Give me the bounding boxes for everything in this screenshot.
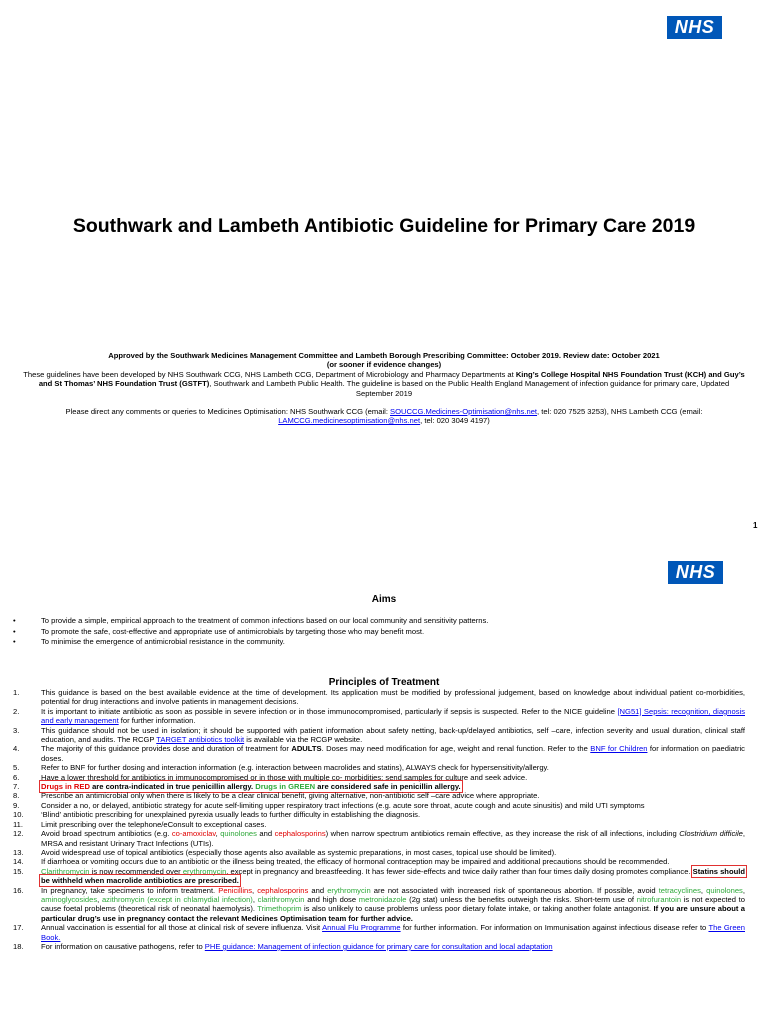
aims-item: • To minimise the emergence of antimicrobial resistance in the community.: [13, 637, 285, 646]
trust-names: King’s College Hospital NHS Foundation Trust (KCH) and Guy’s and St Thomas’ NHS Foundation Trust (GSTFT): [38, 369, 745, 389]
green-drug-key: Drugs in GREEN: [255, 782, 316, 792]
document-title: Southwark and Lambeth Antibiotic Guideline for Primary Care 2019: [72, 215, 696, 237]
allergy-key-highlight: Drugs in RED are contra-indicated in true penicillin allergy. Drugs in GREEN are considered safe in penicillin allergy.: [41, 782, 461, 792]
nhs-logo: NHS: [667, 16, 722, 39]
page-number: 1: [753, 521, 758, 530]
aims-heading: Aims: [371, 594, 397, 605]
contact-statement: Please direct any comments or queries to Medicines Optimisation: NHS Southwark CCG (email: SOUCCG.Medicines-Optimisation@nhs.net, tel: 020 7525 3253), NHS Lambeth CCG (email: LAMCCG.medicinesoptimisation@nhs.net, tel: 020 3049 4197): [65, 407, 703, 426]
target-toolkit-link[interactable]: TARGET antibiotics toolkit: [156, 735, 245, 745]
principle-item: 15. Clarithromycin is now recommended over erythromycin, except in pregnancy and breastfeeding. It has fewer side-effects and twice daily rather than four times daily dosing promotes compliance. Statins should be withheld when macrolide antibiotics are prescribed.: [13, 866, 745, 886]
phe-guidance-link[interactable]: PHE guidance: Management of infection guidance for primary care for consultation and local adaptation: [204, 941, 553, 951]
principle-item: 11. Limit prescribing over the telephone/eConsult to exceptional cases.: [13, 819, 267, 829]
lambeth-email-link[interactable]: LAMCCG.medicinesoptimisation@nhs.net: [278, 416, 421, 426]
principle-item: 5. Refer to BNF for further dosing and interaction information (e.g. interaction between macrolides and statins), ALWAYS check for hypersensitivity/allergy.: [13, 763, 549, 773]
green-book-link[interactable]: The Green Book.: [41, 923, 745, 942]
red-drug-key: Drugs in RED: [41, 782, 90, 792]
flu-programme-link[interactable]: Annual Flu Programme: [322, 923, 401, 933]
approval-line: Approved by the Southwark Medicines Management Committee and Lambeth Borough Prescribing Committee: October 2019. Review date: October 2021: [108, 351, 660, 360]
principle-item: 9. Consider a no, or delayed, antibiotic strategy for acute self-limiting upper respiratory tract infections (e.g. acute sore throat, acute cough and acute sinusitis) and mild UTI symptoms: [13, 800, 645, 810]
principle-item: 7. Drugs in RED are contra-indicated in true penicillin allergy. Drugs in GREEN are considered safe in penicillin allergy.: [13, 782, 461, 792]
aims-list: [13, 616, 753, 648]
principles-list: [13, 688, 745, 951]
bullet-icon: •: [13, 637, 16, 646]
principle-item: 17. Annual vaccination is essential for all those at clinical risk of severe influenza. Visit Annual Flu Programme for further information. For information on Immunisation against infectious disease refer to The Green Book.: [13, 923, 745, 942]
statins-warning: Statins should be withheld when macrolide antibiotics are prescribed.: [41, 866, 745, 886]
principle-item: 1. This guidance is based on the best available evidence at the time of development. Its application must be modified by professional judgement, based on knowledge about individual patient co-morbidities, potential for drug interactions and involve patients in management decisions.: [13, 688, 745, 707]
principle-item: 4. The majority of this guidance provides dose and duration of treatment for ADULTS. Doses may need modification for age, weight and renal function. Refer to the BNF for Children for information on paediatric doses.: [13, 744, 745, 763]
principle-item: 6. Have a lower threshold for antibiotics in immunocompromised or in those with multiple co- morbidities; send samples for culture and seek advice.: [13, 772, 528, 782]
approval-section: [22, 351, 746, 426]
principle-item: 10. ‘Blind’ antibiotic prescribing for unexplained pyrexia usually leads to further difficulty in establishing the diagnosis.: [13, 810, 421, 820]
principles-heading: Principles of Treatment: [328, 677, 440, 688]
principle-item: 16. In pregnancy, take specimens to inform treatment. Penicillins, cephalosporins and erythromycin are not associated with increased risk of spontaneous abortion. If possible, avoid tetracyclines, quinolones, aminoglycosides, azithromycin (except in chlamydial infection), clarithromycin and high dose metronidazole (2g stat) unless the benefits outweigh the risks. Short-term use of nitrofurantoin is not expected to cause foetal problems (theoretical risk of neonatal haemolysis). Trimethoprim is also unlikely to cause problems unless poor dietary folate intake, or taking another folate antagonist. If you are unsure about a particular drug’s use in pregnancy contact the relevant Medicines Optimisation team for further advice.: [13, 885, 746, 923]
principle-item: 2. It is important to initiate antibiotic as soon as possible in severe infection or in those immunocompromised, particularly if sepsis is suspected. Refer to the NICE guideline [NG51] Sepsis: recognition, diagnosis and early management for further information.: [13, 706, 745, 726]
principle-item: 3. This guidance should not be used in isolation; it should be supported with patient information about safety netting, back-up/delayed antibiotics, self –care, infection severity and usual duration, clinical staff education, and audits. The RCGP TARGET antibiotics toolkit is available via the RCGP website.: [13, 725, 745, 745]
principle-item: 8. Prescribe an antimicrobial only when there is likely to be a clear clinical benefit, giving alternative, non-antibiotic self –care advice where appropriate.: [13, 791, 540, 801]
principle-item: 13. Avoid widespread use of topical antibiotics (especially those agents also available as systemic preparations, in most cases, topical use should be limited).: [13, 847, 557, 857]
aims-item: • To provide a simple, empirical approach to the treatment of common infections based on our local community and sensitivity patterns.: [13, 616, 489, 625]
development-statement: These guidelines have been developed by NHS Southwark CCG, NHS Lambeth CCG, Department of Microbiology and Pharmacy Departments at King’s College Hospital NHS Foundation Trust (KCH) and Guy’s and St Thomas’ NHS Foundation Trust (GSTFT), Southwark and Lambeth Public Health. The guideline is based on the Public Health England Management of infection guidance for primary care, Updated September 2019: [23, 369, 745, 398]
southwark-email-link[interactable]: SOUCCG.Medicines-Optimisation@nhs.net: [390, 407, 538, 417]
aims-item: • To promote the safe, cost-effective and appropriate use of antimicrobials by targeting those who may benefit most.: [13, 626, 425, 636]
principle-item: 18. For information on causative pathogens, refer to PHE guidance: Management of infection guidance for primary care for consultation and local adaptation: [13, 941, 553, 951]
review-note: (or sooner if evidence changes): [326, 360, 442, 370]
nice-sepsis-link[interactable]: [NG51] Sepsis: recognition, diagnosis and early management: [41, 706, 745, 726]
bullet-icon: •: [13, 616, 16, 625]
bnf-children-link[interactable]: BNF for Children: [590, 744, 648, 754]
bullet-icon: •: [13, 626, 16, 636]
principle-item: 14. If diarrhoea or vomiting occurs due to an antibiotic or the illness being treated, the efficacy of hormonal contraception may be impaired and additional precautions should be recommended.: [13, 857, 670, 867]
principle-item: 12. Avoid broad spectrum antibiotics (e.g. co-amoxiclav, quinolones and cephalosporins) when narrow spectrum antibiotics remain effective, as they increase the risk of all infections, including Clostridium difficile, MRSA and resistant Urinary Tract Infections (UTIs).: [13, 829, 745, 848]
nhs-logo: NHS: [668, 561, 723, 584]
